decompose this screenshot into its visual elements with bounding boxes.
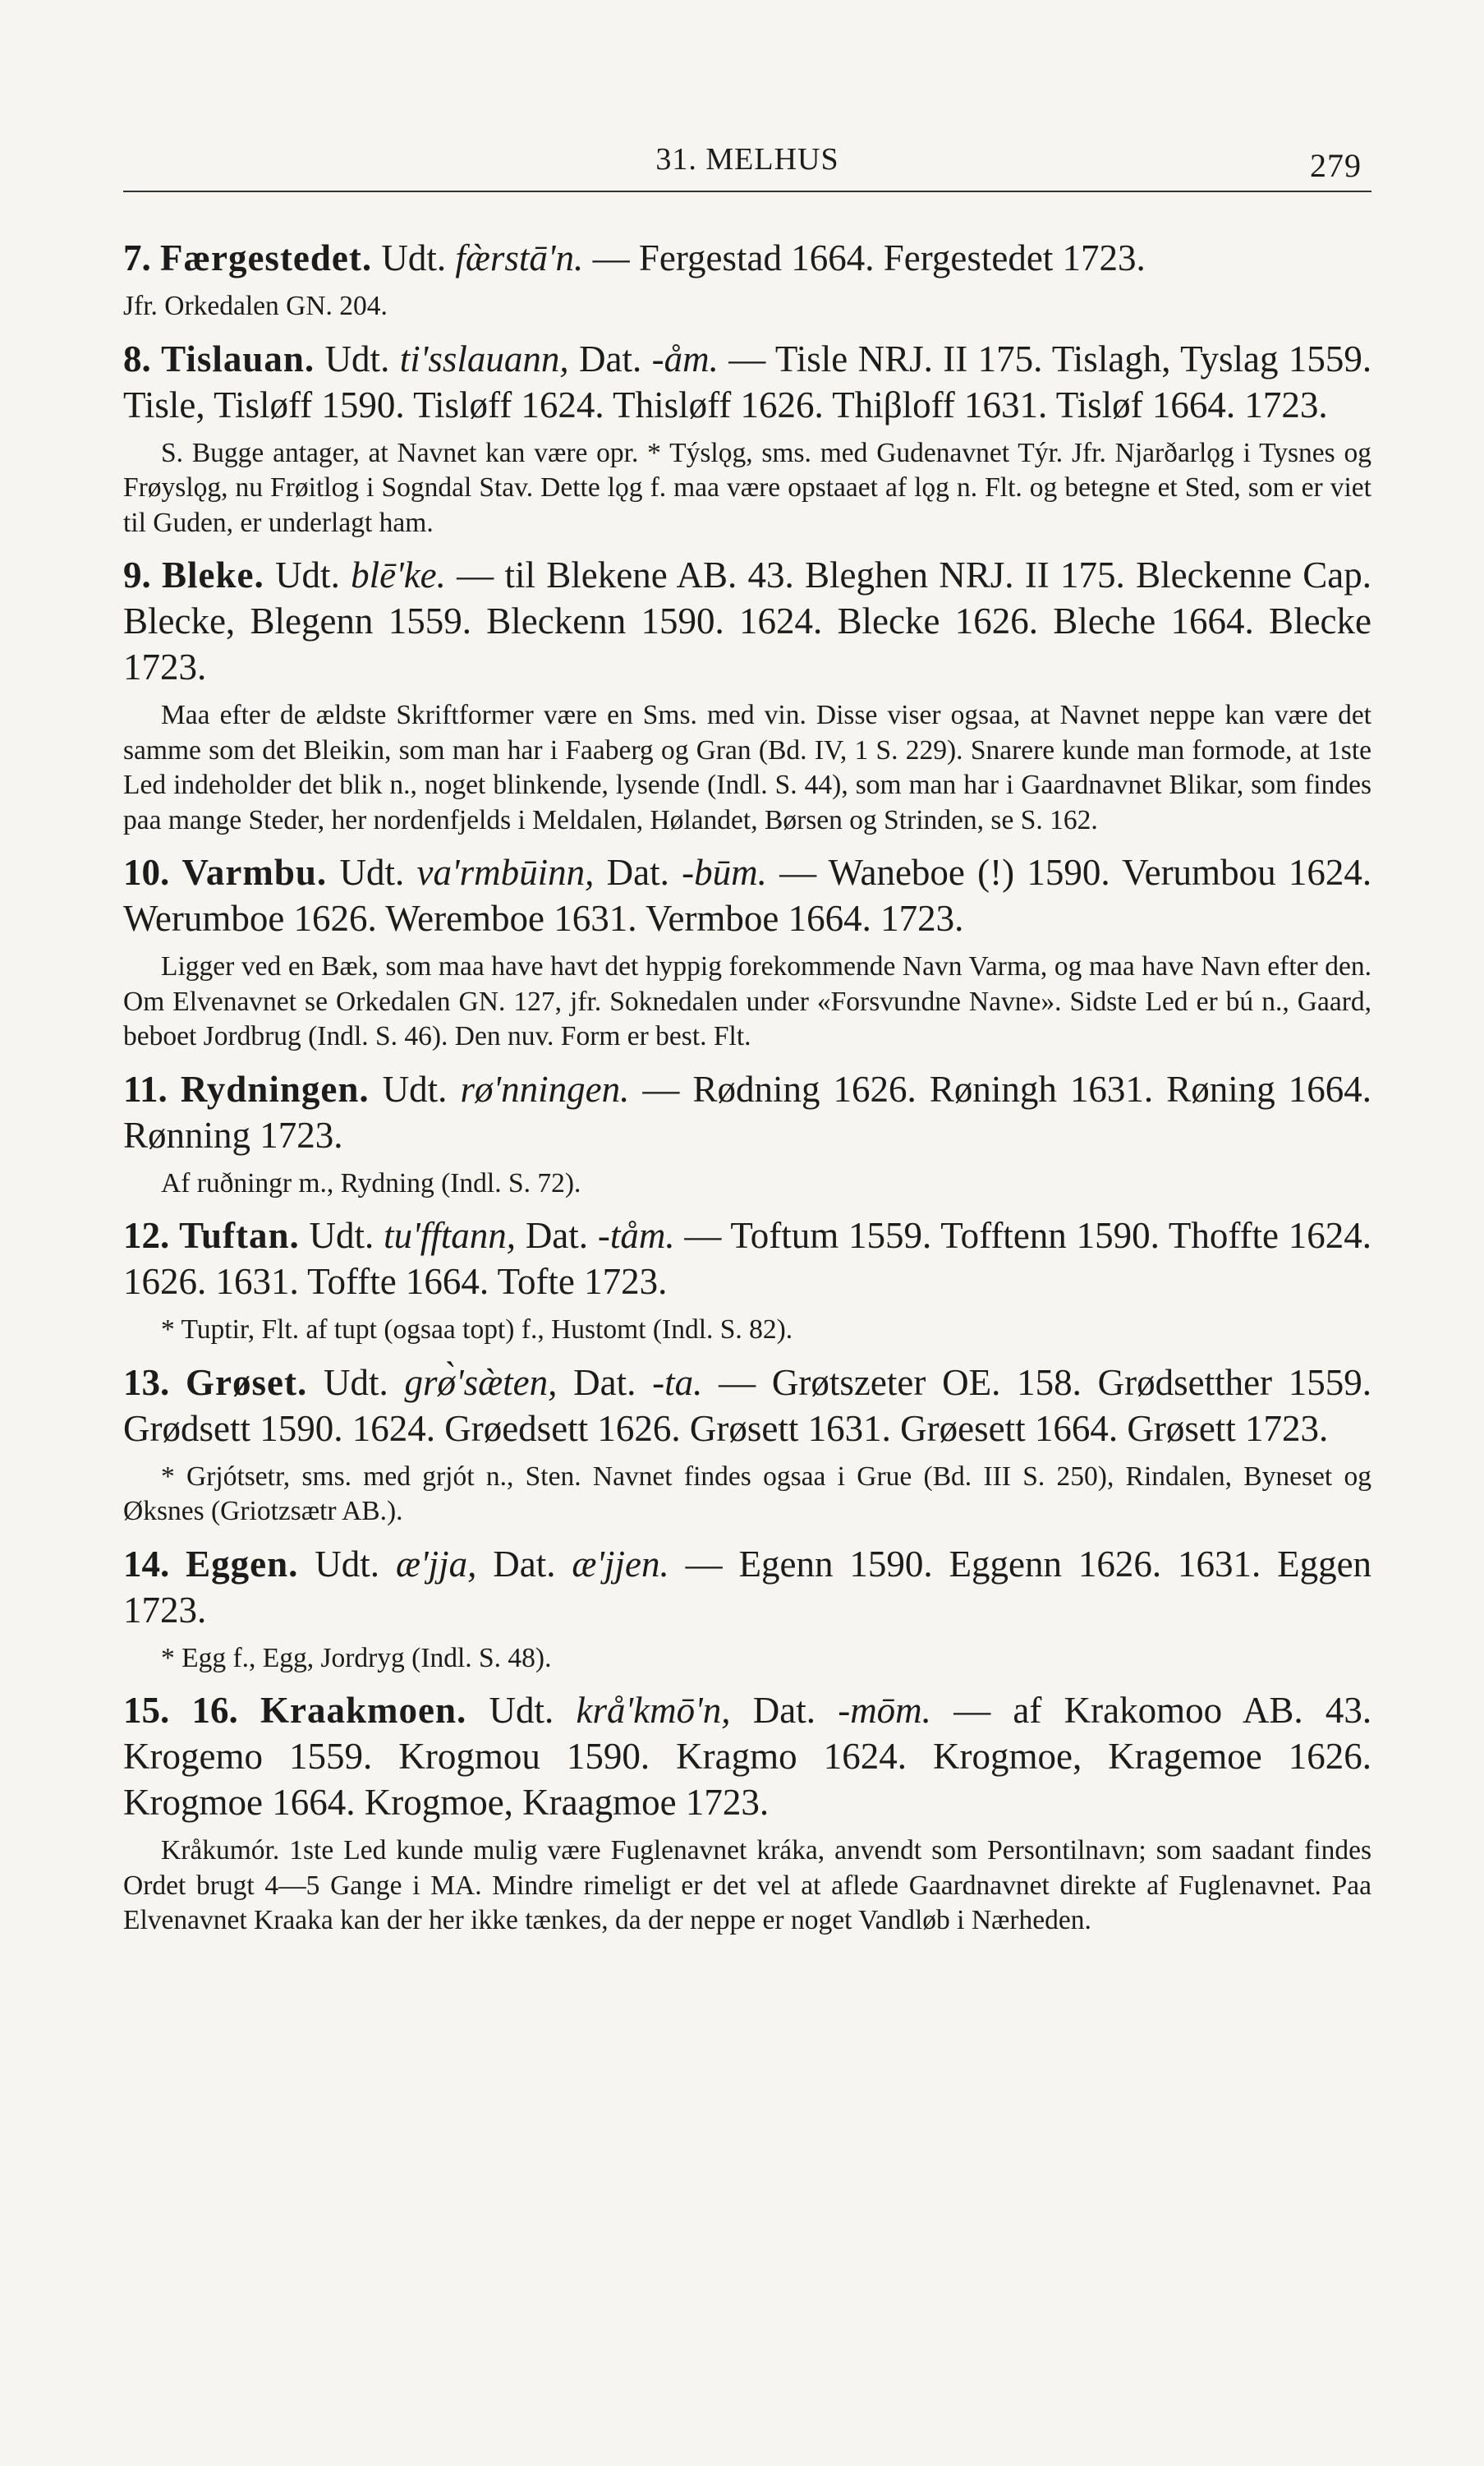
entry-note: * Egg f., Egg, Jordryg (Indl. S. 48). <box>161 1642 552 1673</box>
udt-label: Udt. <box>323 1361 388 1403</box>
entry-11 <box>123 1066 1371 1202</box>
entry-heading <box>123 1541 1371 1633</box>
entry-9 <box>123 552 1371 838</box>
entry-7 <box>123 235 1371 324</box>
entry-13 <box>123 1360 1371 1530</box>
dative-pronunciation: -ta. <box>652 1361 703 1403</box>
entry-heading <box>123 1212 1371 1304</box>
page-number: 279 <box>1310 147 1362 184</box>
dative-pronunciation: -mōm. <box>838 1690 931 1731</box>
entry-note: S. Bugge antager, at Navnet kan være opr. * Týslǫg, sms. med Gudenavnet Týr. Jfr. Njarðarlǫg i Tysnes og Frøyslǫg, nu Frøitlog i Sogndal Stav. Dette lǫg f. maa være opstaaet af lǫg n. Flt. og betegne et Sted, som er viet til Guden, er underlagt ham. <box>123 437 1371 538</box>
dat-label: Dat. <box>573 1361 636 1403</box>
historical-forms: — Egenn 1590. Eggenn 1626. 1631. Eggen 1723. <box>123 1543 1372 1631</box>
historical-forms: — Waneboe (!) 1590. Verumbou 1624. Werumboe 1626. Weremboe 1631. Vermboe 1664. 1723. <box>123 852 1372 939</box>
udt-label: Udt. <box>309 1215 374 1256</box>
farm-name: Rydningen. <box>180 1068 370 1110</box>
farm-name: Færgestedet. <box>160 237 373 278</box>
entry-heading <box>123 336 1371 428</box>
entry-14 <box>123 1541 1371 1677</box>
entry-12 <box>123 1212 1371 1348</box>
dative-pronunciation: æ'jjen. <box>572 1543 669 1585</box>
entry-heading <box>123 1687 1371 1825</box>
entry-number: 8. <box>123 338 151 380</box>
entry-number: 10. <box>123 852 170 893</box>
pronunciation: æ'jja, <box>395 1543 477 1585</box>
historical-forms: — Toftum 1559. Tofftenn 1590. Thoffte 1624. 1626. 1631. Toffte 1664. Tofte 1723. <box>123 1215 1372 1302</box>
udt-label: Udt. <box>382 1068 448 1110</box>
entry-note: Af ruðningr m., Rydning (Indl. S. 72). <box>161 1167 581 1198</box>
udt-label: Udt. <box>339 852 405 893</box>
dat-label: Dat. <box>579 338 642 380</box>
historical-forms: — Rødning 1626. Røningh 1631. Røning 1664. Rønning 1723. <box>123 1068 1372 1156</box>
farm-name: Eggen. <box>186 1543 299 1585</box>
historical-forms: — til Blekene AB. 43. Bleghen NRJ. II 175. Bleckenne Cap. Blecke, Blegenn 1559. Bleckenn 1590. 1624. Blecke 1626. Bleche 1664. Blecke 1723. <box>123 554 1372 688</box>
entry-note: * Tuptir, Flt. af tupt (ogsaa topt) f., Hustomt (Indl. S. 82). <box>161 1314 793 1345</box>
entry-heading <box>123 552 1371 690</box>
dat-label: Dat. <box>525 1215 589 1256</box>
running-title: 31. MELHUS <box>655 142 839 177</box>
pronunciation: ti'sslauann, <box>399 338 569 380</box>
entry-note: * Grjótsetr, sms. med grjót n., Sten. Navnet findes ogsaa i Grue (Bd. III S. 250), Rindalen, Byneset og Øksnes (Griotzsætr AB.). <box>123 1461 1371 1526</box>
page-body <box>123 235 1371 1950</box>
farm-name: Bleke. <box>162 554 264 596</box>
historical-forms: — af Krakomoo AB. 43. Krogemo 1559. Krogmou 1590. Kragmo 1624. Krogmoe, Kragemoe 1626. Krogmoe 1664. Krogmoe, Kraagmoe 1723. <box>123 1690 1372 1823</box>
entry-number: 7. <box>123 237 151 278</box>
entry-heading <box>123 1360 1371 1452</box>
header-rule <box>123 191 1371 192</box>
entry-note: Kråkumór. 1ste Led kunde mulig være Fuglenavnet kráka, anvendt som Persontilnavn; som saadant findes Ordet brugt 4—5 Gange i MA. Mindre rimeligt er det vel at aflede Gaardnavnet direkte af Fuglenavnet. Paa Elvenavnet Kraaka kan der her ikke tænkes, da der neppe er noget Vandløb i Nærheden. <box>123 1835 1371 1935</box>
historical-forms: — Fergestad 1664. Fergestedet 1723. <box>592 237 1146 278</box>
udt-label: Udt. <box>324 338 390 380</box>
pronunciation: krå'kmō'n, <box>576 1690 731 1731</box>
entry-number: 14. <box>123 1543 170 1585</box>
entry-10 <box>123 849 1371 1055</box>
entry-note: Jfr. Orkedalen GN. 204. <box>123 291 388 321</box>
entry-number: 11. <box>123 1068 168 1110</box>
pronunciation: fæ̀rstā'n. <box>455 237 584 278</box>
entry-heading <box>123 235 1371 281</box>
udt-label: Udt. <box>315 1543 380 1585</box>
historical-forms: — Grøtszeter OE. 158. Grødsetther 1559. Grødsett 1590. 1624. Grøedsett 1626. Grøsett 1631. Grøesett 1664. Grøsett 1723. <box>123 1361 1372 1449</box>
pronunciation: va'rmbūinn, <box>416 852 595 893</box>
udt-label: Udt. <box>275 554 340 596</box>
pronunciation: blē'ke. <box>351 554 446 596</box>
udt-label: Udt. <box>489 1690 554 1731</box>
pronunciation: tu'fftann, <box>384 1215 516 1256</box>
udt-label: Udt. <box>381 237 447 278</box>
entry-8 <box>123 336 1371 541</box>
pronunciation: grø̀'sæ̀ten, <box>404 1361 558 1403</box>
entry-heading <box>123 849 1371 941</box>
pronunciation: rø'nningen. <box>460 1068 630 1110</box>
dative-pronunciation: -tåm. <box>597 1215 675 1256</box>
dat-label: Dat. <box>606 852 669 893</box>
dat-label: Dat. <box>752 1690 816 1731</box>
entry-note: Maa efter de ældste Skriftformer være en Sms. med vin. Disse viser ogsaa, at Navnet neppe kan være det samme som det Bleikin, som man har i Faaberg og Gran (Bd. IV, 1 S. 229). Snarere kunde man formode, at 1ste Led indeholder det blik n., noget blinkende, lysende (Indl. S. 44), som man har i Gaardnavnet Blikar, som findes paa mange Steder, her nordenfjelds i Meldalen, Hølandet, Børsen og Strinden, se S. 162. <box>123 700 1371 835</box>
page-header <box>123 138 1371 187</box>
dat-label: Dat. <box>493 1543 556 1585</box>
entry-note: Ligger ved en Bæk, som maa have havt det hyppig forekommende Navn Varma, og maa have Navn efter den. Om Elvenavnet se Orkedalen GN. 127, jfr. Soknedalen under «Forsvundne Navne». Sidste Led er bú n., Gaard, beboet Jordbrug (Indl. S. 46). Den nuv. Form er best. Flt. <box>123 951 1371 1051</box>
farm-name: Tuftan. <box>179 1215 300 1256</box>
entry-number: 9. <box>123 554 151 596</box>
dative-pronunciation: -åm. <box>651 338 719 380</box>
farm-name: Varmbu. <box>181 852 328 893</box>
entry-number: 15. 16. <box>123 1690 238 1731</box>
entry-heading <box>123 1066 1371 1158</box>
dative-pronunciation: -būm. <box>682 852 767 893</box>
entry-15-16 <box>123 1687 1371 1939</box>
farm-name: Tislauan. <box>161 338 315 380</box>
entry-number: 12. <box>123 1215 170 1256</box>
farm-name: Grøset. <box>186 1361 308 1403</box>
historical-forms: — Tisle NRJ. II 175. Tislagh, Tyslag 1559. Tisle, Tisløff 1590. Tisløff 1624. Thisløff 1626. Thiβloff 1631. Tisløf 1664. 1723. <box>123 338 1372 426</box>
farm-name: Kraakmoen. <box>260 1690 467 1731</box>
entry-number: 13. <box>123 1361 170 1403</box>
